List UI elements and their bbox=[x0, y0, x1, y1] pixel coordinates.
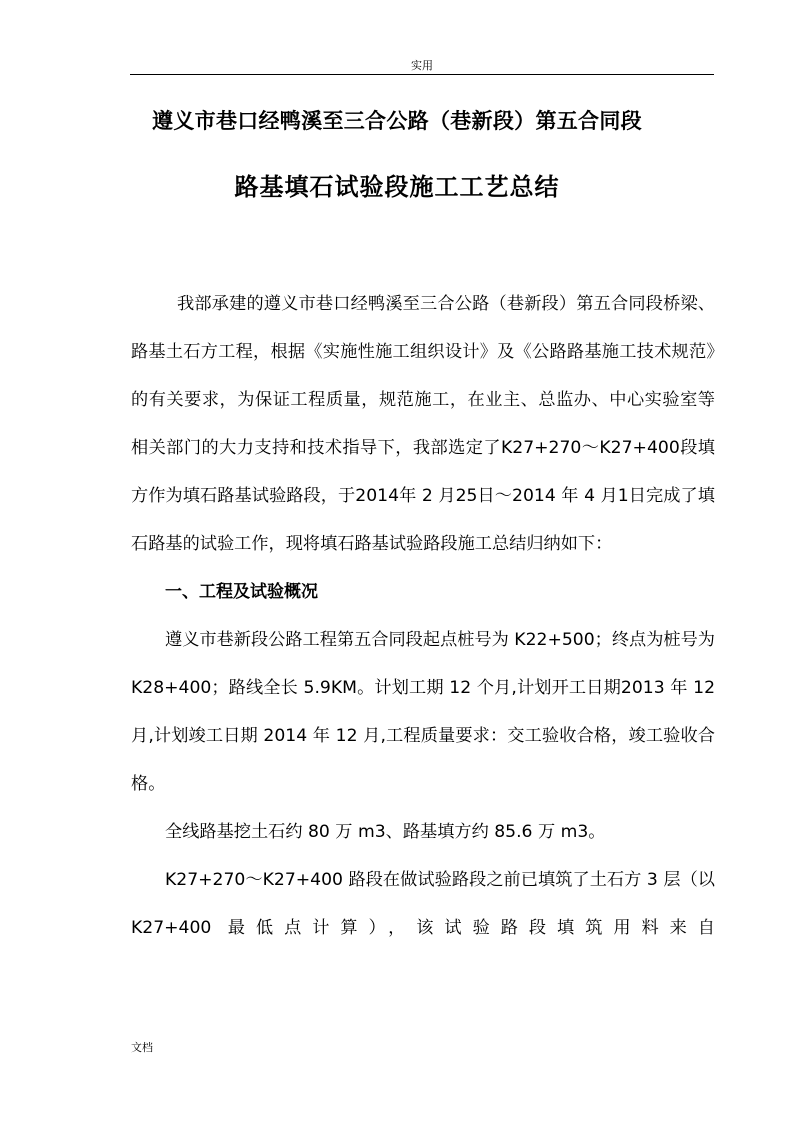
document-title-line-2: 路基填石试验段施工工艺总结 bbox=[234, 173, 560, 201]
document-body bbox=[131, 280, 715, 952]
section-heading-1: 一、工程及试验概况 bbox=[165, 582, 318, 602]
page-footer: 文档 bbox=[131, 1041, 153, 1054]
quantities-paragraph: 全线路基挖土石约 80 万 m3、路基填方约 85.6 万 m3。 bbox=[165, 822, 606, 842]
page-header: 实用 bbox=[130, 57, 714, 75]
overview-paragraph: 遵义市巷新段公路工程第五合同段起点桩号为 K22+500；终点为桩号为 K28+400；路线全长 5.9KM。计划工期 12 个月,计划开工日期2013 年 12 月,计划竣工日期 2014 年 12 月,工程质量要求：交工验收合格，竣工验收合格。 bbox=[131, 630, 715, 794]
document-title-line-1: 遵义市巷口经鸭溪至三合公路（巷新段）第五合同段 bbox=[152, 109, 642, 133]
intro-paragraph: 我部承建的遵义市巷口经鸭溪至三合公路（巷新段）第五合同段桥梁、路基土石方工程，根据《实施性施工组织设计》及《公路路基施工技术规范》的有关要求，为保证工程质量，规范施工，在业主、总监办、中心实验室等相关部门的大力支持和技术指导下，我部选定了K27+270～K27+400段填方作为填石路基试验路段，于2014年 2 月25日～2014 年 4 月1日完成了填石路基的试验工作，现将填石路基试验路段施工总结归纳如下： bbox=[131, 294, 715, 554]
test-section-paragraph: K27+270～K27+400 路段在做试验路段之前已填筑了土石方 3 层（以 K27+400 最低点计算），该试验路段填筑用料来自 bbox=[131, 870, 715, 938]
